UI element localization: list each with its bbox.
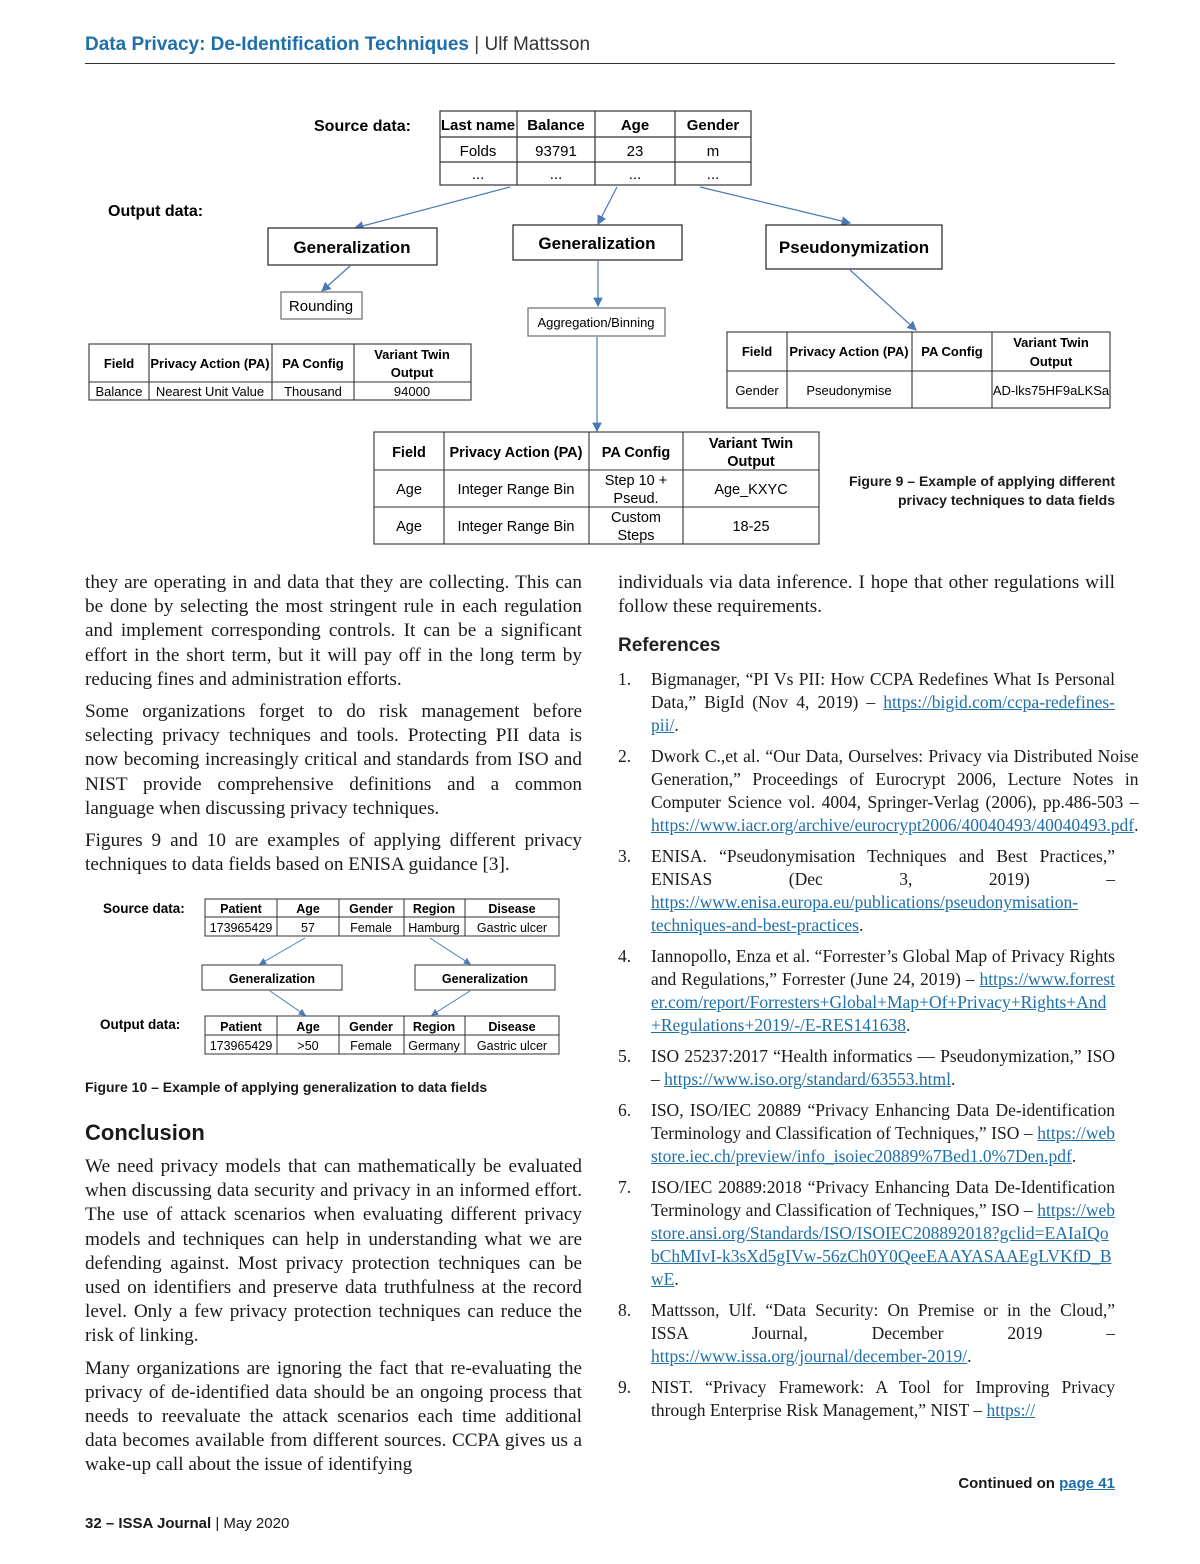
fig10-generalization-left: Generalization (228, 972, 316, 986)
fig9-mid-header-output: Output (727, 454, 775, 470)
paragraph: Some organizations forget to do risk management before selecting privacy techniques and tools. Protecting PII data is now becoming increasingly critical and standards from ISO and NIST provide comprehensive definitions and a common language when discussing privacy techniques. (85, 701, 582, 819)
reference-text: ISO/IEC 20889:2018 “Privacy Enhancing Data De-Identification Terminology and Classification of Techniques,” ISO – (651, 1177, 1115, 1220)
arrow (270, 991, 305, 1015)
reference-number: 5. (618, 1046, 632, 1066)
footer-separator: | (215, 1515, 220, 1532)
paragraph: Many organizations are ignoring the fact that re-evaluating the privacy of de-identified data should be an ongoing process that needs to reevaluate the attack scenarios each time additional data becomes available from different sources. CCPA gives us a wake-up call about the issue of identifying (85, 1357, 582, 1476)
reference-item (618, 1099, 1115, 1168)
fig10-src-cell: Hamburg (408, 921, 460, 935)
reference-body (651, 745, 1139, 837)
fig9-mid-cell: Step 10 + (604, 473, 668, 489)
fig9-src-ellipsis: ... (628, 166, 642, 183)
fig9-generalization-box-1: Generalization (293, 238, 411, 257)
fig9-src-ellipsis: ... (706, 166, 720, 183)
fig9-src-cell: 23 (626, 143, 644, 160)
fig10-header: Disease (488, 902, 536, 916)
fig9-right-header-output: Output (1029, 354, 1073, 369)
reference-link[interactable]: https://www.issa.org/journal/december-2019/ (651, 1346, 968, 1366)
fig9-src-header-balance: Balance (527, 117, 585, 134)
fig9-src-cell: Folds (459, 143, 497, 160)
fig9-src-ellipsis: ... (549, 166, 563, 183)
fig9-right-cell: AD-lks75HF9aLKSa (992, 383, 1110, 398)
conclusion-heading: Conclusion (85, 1120, 205, 1145)
arrow (432, 991, 470, 1015)
fig9-right-header-pa: Privacy Action (PA) (789, 344, 909, 359)
fig9-left-header-variant: Variant Twin (374, 347, 450, 362)
reference-link[interactable]: https://webstore.iec.ch/preview/info_isoiec20889%7Bed1.0%7Den.pdf (651, 1123, 1115, 1166)
fig9-mid-header-config: PA Config (601, 445, 671, 461)
reference-link[interactable]: https://www.iso.org/standard/63553.html (664, 1069, 951, 1089)
fig9-mid-header-pa: Privacy Action (PA) (449, 445, 583, 461)
arrow (700, 187, 850, 223)
fig9-left-cell: 94000 (393, 384, 431, 399)
reference-body (651, 1099, 1115, 1168)
fig9-mid-cell: Age_KXYC (714, 482, 788, 498)
fig9-left-header-pa: Privacy Action (PA) (150, 356, 270, 371)
fig9-src-header-lastname: Last name (440, 117, 516, 134)
reference-number: 9. (618, 1377, 632, 1397)
reference-body (651, 1376, 1115, 1422)
fig9-aggregation-box: Aggregation/Binning (537, 315, 655, 330)
header-author: Ulf Mattsson (484, 34, 591, 55)
fig10-src-cell: 57 (301, 921, 315, 935)
reference-number: 8. (618, 1300, 632, 1320)
reference-tail: . (858, 915, 864, 935)
fig9-mid-cell: 18-25 (732, 519, 770, 535)
footer-date: May 2020 (223, 1515, 290, 1532)
reference-body (651, 945, 1115, 1037)
fig9-left-cell: Thousand (284, 384, 342, 399)
reference-link[interactable]: https://www.iacr.org/archive/eurocrypt2006/40040493/40040493.pdf (651, 815, 1135, 835)
reference-item (618, 845, 1115, 937)
reference-text: ENISA. “Pseudonymisation Techniques and Best Practices,” ENISAS (Dec 3, 2019) – (651, 846, 1115, 889)
fig9-mid-cell: Pseud. (613, 491, 659, 507)
fig10-out-cell: >50 (297, 1039, 319, 1053)
header-title: Data Privacy: De-Identification Techniques (85, 34, 469, 55)
fig10-out-cell: Female (350, 1039, 392, 1053)
reference-link[interactable]: https:// (986, 1400, 1036, 1420)
fig9-right-header-variant: Variant Twin (1013, 335, 1089, 350)
reference-number: 7. (618, 1177, 632, 1197)
continued-page-link[interactable]: page 41 (1059, 1475, 1115, 1492)
reference-body (651, 1176, 1115, 1291)
reference-text: Iannopollo, Enza et al. “Forrester’s Global Map of Privacy Rights and Regulations,” Forrester (June 24, 2019) – (651, 946, 1115, 989)
reference-link[interactable]: https://bigid.com/ccpa-redefines-pii/ (651, 692, 1115, 735)
reference-number: 3. (618, 846, 632, 866)
page-footer (85, 1515, 289, 1532)
reference-text: Dwork C.,et al. “Our Data, Ourselves: Privacy via Distributed Noise Generation,” Proceedings of Eurocrypt 2006, Lecture Notes in Computer Science vol. 4004, Springer-Verlag (2006), pp.486-503 – (651, 746, 1139, 812)
fig9-right-cell: Gender (735, 383, 779, 398)
reference-tail: . (906, 1015, 911, 1035)
fig10-src-cell: 173965429 (209, 921, 273, 935)
fig10-src-cell: Gastric ulcer (476, 921, 548, 935)
fig10-header: Gender (349, 1020, 393, 1034)
left-column-bottom (85, 1155, 582, 1486)
fig9-mid-header-field: Field (392, 445, 426, 461)
reference-body (651, 668, 1115, 737)
reference-body (651, 845, 1115, 937)
caption-line: privacy techniques to data fields (897, 492, 1115, 508)
fig10-header: Disease (488, 1020, 536, 1034)
reference-tail: . (674, 715, 679, 735)
fig10-out-cell: Gastric ulcer (476, 1039, 548, 1053)
reference-text: ISO 25237:2017 “Health informatics — Pseudonymization,” ISO – (651, 1046, 1115, 1089)
reference-item (618, 745, 1139, 837)
reference-text: NIST. “Privacy Framework: A Tool for Improving Privacy through Enterprise Risk Management,” NIST – (651, 1377, 1115, 1420)
fig10-header: Region (412, 902, 456, 916)
fig9-mid-header-variant: Variant Twin (708, 436, 794, 452)
fig9-mid-cell: Custom (611, 510, 661, 526)
fig10-header: Region (412, 1020, 456, 1034)
fig9-mid-cell: Age (396, 519, 422, 535)
arrow (322, 266, 350, 291)
fig9-src-ellipsis: ... (471, 166, 485, 183)
arrow (355, 187, 510, 228)
reference-number: 6. (618, 1100, 632, 1120)
figure-10-diagram (0, 890, 600, 1065)
reference-tail: . (1071, 1146, 1077, 1166)
reference-text: ISO, ISO/IEC 20889 “Privacy Enhancing Data De-identification Terminology and Classification of Techniques,” ISO – (651, 1100, 1115, 1143)
references-heading: References (618, 635, 721, 656)
fig9-mid-cell: Steps (617, 528, 655, 544)
references-list (618, 668, 1139, 1430)
paragraph: We need privacy models that can mathematically be evaluated when discussing data security and privacy in an informed effort. The use of attack scenarios when evaluating different privacy models and techniques can help in understanding what we are defending against. Most privacy protection techniques can be used on identifiers and preserve data truthfulness at the record level. Only a few privacy protection techniques can reduce the risk of linking. (85, 1156, 582, 1347)
fig10-out-cell: 173965429 (209, 1039, 273, 1053)
reference-item (618, 945, 1115, 1037)
fig9-left-header-field: Field (103, 356, 135, 371)
paragraph: Figures 9 and 10 are examples of applying different privacy techniques to data fields based on ENISA guidance [3]. (85, 830, 582, 876)
fig10-header: Age (296, 902, 320, 916)
fig10-generalization-right: Generalization (441, 972, 529, 986)
fig10-out-cell: Germany (408, 1039, 460, 1053)
reference-item (618, 1176, 1115, 1291)
reference-link[interactable]: https://www.forrester.com/report/Forresters+Global+Map+Of+Privacy+Rights+And+Regulations+2019/-/E-RES141638 (651, 969, 1115, 1035)
reference-item (618, 1376, 1115, 1422)
reference-link[interactable]: https://webstore.ansi.org/Standards/ISO/ISOIEC208892018?gclid=EAIaIQobChMIvI-k3sXd5gIVw-56zCh0Y0QeeEAAYASAAEgLVKfD_BwE (651, 1200, 1115, 1289)
reference-text: Mattsson, Ulf. “Data Security: On Premise or in the Cloud,” ISSA Journal, December 2019 – (651, 1300, 1115, 1343)
arrow (850, 270, 916, 330)
fig9-rounding-box: Rounding (288, 298, 354, 315)
reference-number: 4. (618, 946, 632, 966)
fig10-header: Patient (220, 1020, 262, 1034)
arrow (598, 187, 617, 224)
fig10-header: Patient (220, 902, 262, 916)
reference-item (618, 1045, 1115, 1091)
reference-tail: . (967, 1346, 972, 1366)
paragraph: they are operating in and data that they are collecting. This can be done by selecting the most stringent rule in each regulation and implement corresponding controls. It can be a significant effort in the short term, but it will pay off in the long term by reducing fines and administration efforts. (85, 572, 582, 690)
continued-text: Continued on (958, 1475, 1060, 1492)
fig9-src-cell: 93791 (535, 143, 577, 160)
footer-issue: 32 – ISSA Journal (85, 1515, 212, 1532)
fig9-right-cell: Pseudonymise (806, 383, 892, 398)
fig9-mid-cell: Integer Range Bin (457, 519, 575, 535)
reference-tail: . (950, 1069, 956, 1089)
fig9-mid-cell: Age (396, 482, 422, 498)
fig10-src-cell: Female (350, 921, 392, 935)
reference-number: 2. (618, 746, 632, 766)
arrow (260, 938, 305, 964)
reference-link[interactable]: https://www.enisa.europa.eu/publications/pseudonymisation-techniques-and-best-practices (651, 892, 1079, 935)
fig9-src-header-age: Age (620, 117, 650, 134)
arrow (430, 938, 470, 964)
reference-number: 1. (618, 669, 632, 689)
fig9-mid-cell: Integer Range Bin (457, 482, 575, 498)
fig9-output-label: Output data: (108, 203, 204, 220)
fig9-src-header-gender: Gender (686, 117, 740, 134)
fig10-header: Gender (349, 902, 393, 916)
reference-text: Bigmanager, “PI Vs PII: How CCPA Redefines What Is Personal Data,” BigId (Nov 4, 2019) – (651, 669, 1115, 712)
caption-line: Figure 9 – Example of applying different (848, 473, 1115, 489)
fig9-right-header-field: Field (741, 344, 773, 359)
left-column-top (85, 571, 582, 885)
fig9-src-cell: m (706, 143, 720, 160)
right-column-intro: individuals via data inference. I hope that other regulations will follow these requirements. (618, 572, 1115, 618)
fig10-source-label: Source data: (103, 901, 185, 916)
figure-10-caption: Figure 10 – Example of applying generalization to data fields (85, 1079, 488, 1095)
fig9-pseudonymization-box: Pseudonymization (778, 238, 930, 257)
reference-tail: . (674, 1269, 679, 1289)
continued-note (958, 1475, 1115, 1492)
fig9-left-header-config: PA Config (282, 356, 344, 371)
reference-body (651, 1299, 1115, 1368)
fig9-left-header-output: Output (390, 365, 434, 380)
fig9-right-header-config: PA Config (921, 344, 983, 359)
fig9-source-label: Source data: (314, 118, 411, 135)
reference-item (618, 1299, 1115, 1368)
fig10-header: Age (296, 1020, 320, 1034)
fig9-left-cell: Balance (95, 384, 143, 399)
reference-body (651, 1045, 1115, 1091)
header-separator: | (474, 34, 480, 55)
figure-9-caption (830, 472, 1115, 510)
fig9-generalization-box-2: Generalization (538, 234, 656, 253)
fig10-output-label: Output data: (100, 1017, 181, 1032)
reference-item (618, 668, 1115, 737)
reference-tail: . (1134, 815, 1139, 835)
fig9-left-cell: Nearest Unit Value (155, 384, 265, 399)
